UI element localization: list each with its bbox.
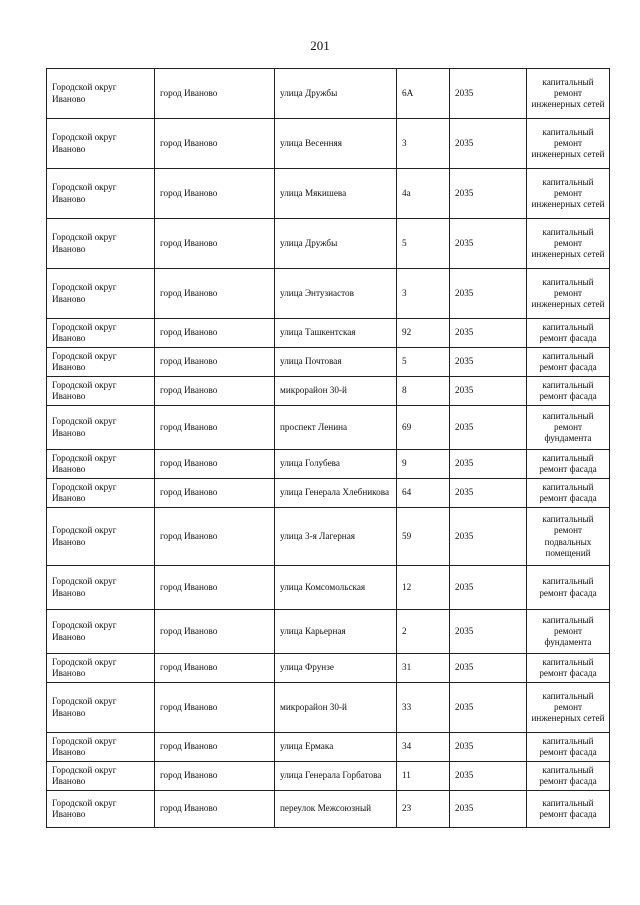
year-cell: 2035 [450, 377, 527, 406]
district-cell: Городской округ Иваново [47, 406, 155, 450]
table-row [47, 69, 610, 119]
year-cell: 2035 [450, 733, 527, 762]
street-cell: улица Дружбы [275, 219, 397, 269]
street-cell: улица Генерала Горбатова [275, 762, 397, 791]
house-number-cell: 11 [397, 762, 450, 791]
year-cell: 2035 [450, 479, 527, 508]
table-row [47, 479, 610, 508]
work-type-cell: капитальный ремонт подвальных помещений [527, 508, 610, 566]
year-cell: 2035 [450, 269, 527, 319]
year-cell: 2035 [450, 169, 527, 219]
work-type-cell: капитальный ремонт фундамента [527, 406, 610, 450]
street-cell: улица Карьерная [275, 610, 397, 654]
year-cell: 2035 [450, 319, 527, 348]
district-cell: Городской округ Иваново [47, 269, 155, 319]
table-row [47, 791, 610, 828]
work-type-cell: капитальный ремонт инженерных сетей [527, 119, 610, 169]
work-type-cell: капитальный ремонт фасада [527, 791, 610, 828]
page-number: 201 [310, 38, 330, 53]
table-row [47, 377, 610, 406]
work-type-cell: капитальный ремонт фасада [527, 762, 610, 791]
city-cell: город Иваново [155, 791, 275, 828]
year-cell: 2035 [450, 610, 527, 654]
street-cell: микрорайон 30-й [275, 683, 397, 733]
repair-schedule-table [46, 68, 610, 828]
district-cell: Городской округ Иваново [47, 610, 155, 654]
house-number-cell: 5 [397, 348, 450, 377]
street-cell: улица Почтовая [275, 348, 397, 377]
city-cell: город Иваново [155, 348, 275, 377]
district-cell: Городской округ Иваново [47, 479, 155, 508]
district-cell: Городской округ Иваново [47, 69, 155, 119]
street-cell: улица Фрунзе [275, 654, 397, 683]
street-cell: улица Ташкентская [275, 319, 397, 348]
house-number-cell: 2 [397, 610, 450, 654]
house-number-cell: 34 [397, 733, 450, 762]
table-row [47, 269, 610, 319]
table-row [47, 610, 610, 654]
house-number-cell: 69 [397, 406, 450, 450]
work-type-cell: капитальный ремонт фундамента [527, 610, 610, 654]
work-type-cell: капитальный ремонт инженерных сетей [527, 269, 610, 319]
district-cell: Городской округ Иваново [47, 119, 155, 169]
year-cell: 2035 [450, 683, 527, 733]
table-row [47, 566, 610, 610]
city-cell: город Иваново [155, 377, 275, 406]
house-number-cell: 5 [397, 219, 450, 269]
street-cell: улица Мякишева [275, 169, 397, 219]
work-type-cell: капитальный ремонт фасада [527, 450, 610, 479]
city-cell: город Иваново [155, 654, 275, 683]
district-cell: Городской округ Иваново [47, 169, 155, 219]
street-cell: улица Энтузиастов [275, 269, 397, 319]
year-cell: 2035 [450, 508, 527, 566]
year-cell: 2035 [450, 566, 527, 610]
house-number-cell: 64 [397, 479, 450, 508]
work-type-cell: капитальный ремонт инженерных сетей [527, 169, 610, 219]
table-row [47, 119, 610, 169]
table-body [47, 69, 610, 828]
city-cell: город Иваново [155, 508, 275, 566]
district-cell: Городской округ Иваново [47, 450, 155, 479]
table-row [47, 219, 610, 269]
district-cell: Городской округ Иваново [47, 762, 155, 791]
city-cell: город Иваново [155, 762, 275, 791]
city-cell: город Иваново [155, 319, 275, 348]
year-cell: 2035 [450, 119, 527, 169]
house-number-cell: 8 [397, 377, 450, 406]
district-cell: Городской округ Иваново [47, 683, 155, 733]
city-cell: город Иваново [155, 683, 275, 733]
city-cell: город Иваново [155, 479, 275, 508]
house-number-cell: 92 [397, 319, 450, 348]
table-row [47, 762, 610, 791]
house-number-cell: 59 [397, 508, 450, 566]
house-number-cell: 31 [397, 654, 450, 683]
city-cell: город Иваново [155, 169, 275, 219]
house-number-cell: 3 [397, 119, 450, 169]
street-cell: улица Ермака [275, 733, 397, 762]
city-cell: город Иваново [155, 219, 275, 269]
street-cell: микрорайон 30-й [275, 377, 397, 406]
work-type-cell: капитальный ремонт инженерных сетей [527, 219, 610, 269]
year-cell: 2035 [450, 791, 527, 828]
house-number-cell: 9 [397, 450, 450, 479]
year-cell: 2035 [450, 348, 527, 377]
city-cell: город Иваново [155, 733, 275, 762]
table-row [47, 450, 610, 479]
city-cell: город Иваново [155, 269, 275, 319]
city-cell: город Иваново [155, 450, 275, 479]
year-cell: 2035 [450, 406, 527, 450]
year-cell: 2035 [450, 450, 527, 479]
work-type-cell: капитальный ремонт фасада [527, 654, 610, 683]
street-cell: улица 3-я Лагерная [275, 508, 397, 566]
city-cell: город Иваново [155, 406, 275, 450]
work-type-cell: капитальный ремонт фасада [527, 319, 610, 348]
city-cell: город Иваново [155, 119, 275, 169]
street-cell: переулок Межсоюзный [275, 791, 397, 828]
district-cell: Городской округ Иваново [47, 654, 155, 683]
table-row [47, 319, 610, 348]
house-number-cell: 12 [397, 566, 450, 610]
table-row [47, 348, 610, 377]
district-cell: Городской округ Иваново [47, 733, 155, 762]
year-cell: 2035 [450, 69, 527, 119]
street-cell: улица Комсомольская [275, 566, 397, 610]
district-cell: Городской округ Иваново [47, 348, 155, 377]
street-cell: улица Дружбы [275, 69, 397, 119]
district-cell: Городской округ Иваново [47, 377, 155, 406]
district-cell: Городской округ Иваново [47, 508, 155, 566]
table-row [47, 508, 610, 566]
work-type-cell: капитальный ремонт инженерных сетей [527, 683, 610, 733]
house-number-cell: 33 [397, 683, 450, 733]
table-row [47, 683, 610, 733]
city-cell: город Иваново [155, 610, 275, 654]
work-type-cell: капитальный ремонт фасада [527, 733, 610, 762]
street-cell: улица Весенняя [275, 119, 397, 169]
street-cell: улица Генерала Хлебникова [275, 479, 397, 508]
table-row [47, 733, 610, 762]
house-number-cell: 6А [397, 69, 450, 119]
district-cell: Городской округ Иваново [47, 219, 155, 269]
work-type-cell: капитальный ремонт фасада [527, 566, 610, 610]
work-type-cell: капитальный ремонт фасада [527, 377, 610, 406]
house-number-cell: 3 [397, 269, 450, 319]
street-cell: проспект Ленина [275, 406, 397, 450]
district-cell: Городской округ Иваново [47, 791, 155, 828]
year-cell: 2035 [450, 654, 527, 683]
house-number-cell: 23 [397, 791, 450, 828]
city-cell: город Иваново [155, 566, 275, 610]
work-type-cell: капитальный ремонт инженерных сетей [527, 69, 610, 119]
work-type-cell: капитальный ремонт фасада [527, 348, 610, 377]
district-cell: Городской округ Иваново [47, 319, 155, 348]
street-cell: улица Голубева [275, 450, 397, 479]
year-cell: 2035 [450, 762, 527, 791]
year-cell: 2035 [450, 219, 527, 269]
table-row [47, 406, 610, 450]
district-cell: Городской округ Иваново [47, 566, 155, 610]
table-row [47, 654, 610, 683]
city-cell: город Иваново [155, 69, 275, 119]
house-number-cell: 4а [397, 169, 450, 219]
work-type-cell: капитальный ремонт фасада [527, 479, 610, 508]
table-row [47, 169, 610, 219]
